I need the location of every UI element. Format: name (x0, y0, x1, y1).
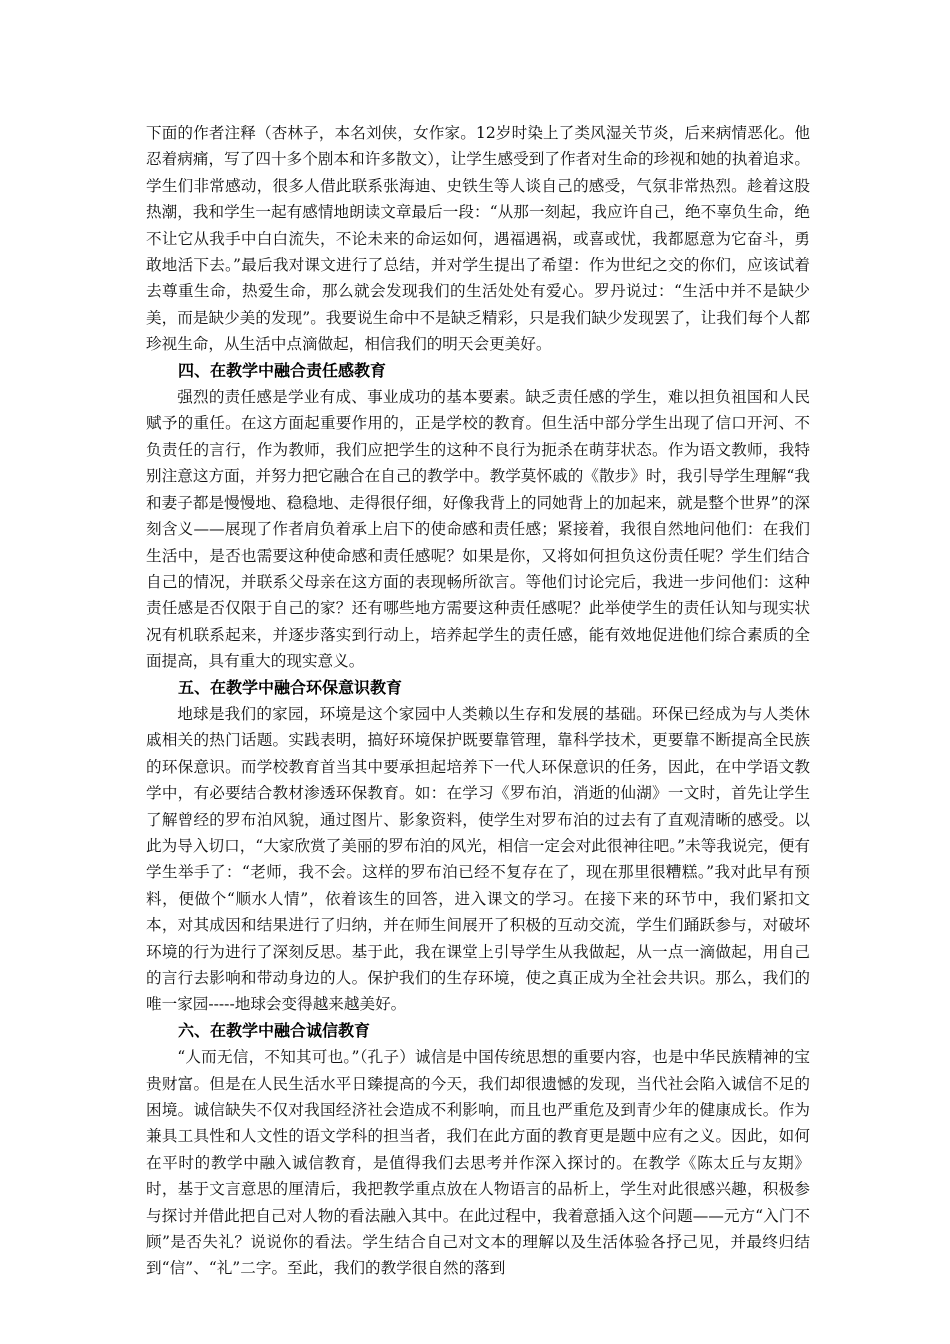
section-body-integrity: “人而无信，不知其可也。”（孔子）诚信是中国传统思想的重要内容，也是中华民族精神的宝贵财富。但是在人民生活水平日臻提高的今天，我们却很遗憾的发现，当代社会陷入诚信不足的困境。诚信缺失不仅对我国经济社会造成不利影响，而且也严重危及到青少年的健康成长。作为兼具工具性和人文性的语文学科的担当者，我们在此方面的教育更是题中应有之义。因此，如何在平时的教学中融入诚信教育，是值得我们去思考并作深入探讨的。在教学《陈太丘与友期》时，基于文言意思的厘清后，我把教学重点放在人物语言的品析上，学生对此很感兴趣，积极参与探讨并借此把自己对人物的看法融入其中。在此过程中，我着意插入这个问题——元方“入门不顾”是否失礼？说说你的看法。学生结合自己对文本的理解以及生活体验各抒己见，并最终归结到“信”、“礼”二字。至此，我们的教学很自然的落到 (146, 1048, 810, 1278)
section-heading-environment: 五、在教学中融合环保意识教育 (178, 677, 403, 697)
section-body-responsibility: 强烈的责任感是学业有成、事业成功的基本要素。缺乏责任感的学生，难以担负祖国和人民赋予的重任。在这方面起重要作用的，正是学校的教育。但生活中部分学生出现了信口开河、不负责任的言行，作为教师，我们应把学生的这种不良行为扼杀在萌芽状态。作为语文教师，我特别注意这方面，并努力把它融合在自己的教学中。教学莫怀戚的《散步》时，我引导学生理解“我和妻子都是慢慢地、稳稳地、走得很仔细，好像我背上的同她背上的加起来，就是整个世界”的深刻含义——展现了作者肩负着承上启下的使命感和责任感；紧接着，我很自然地问他们：在我们生活中，是否也需要这种使命感和责任感呢？如果是你，又将如何担负这份责任呢？学生们结合自己的情况，并联系父母亲在这方面的表现畅所欲言。等他们讨论完后，我进一步问他们：这种责任感是否仅限于自己的家？还有哪些地方需要这种责任感呢？此举使学生的责任认知与现实状况有机联系起来，并逐步落实到行动上，培养起学生的责任感，能有效地促进他们综合素质的全面提高，具有重大的现实意义。 (146, 388, 810, 671)
intro-paragraph: 下面的作者注释（杏林子，本名刘侠，女作家。12岁时染上了类风湿关节炎，后来病情恶化。他忍着病痛，写了四十多个剧本和许多散文），让学生感受到了作者对生命的珍视和她的执着追求。学生们非常感动，很多人借此联系张海迪、史铁生等人谈自己的感受，气氛非常热烈。趁着这股热潮，我和学生一起有感情地朗读文章最后一段：“从那一刻起，我应许自己，绝不辜负生命，绝不让它从我手中白白流失，不论未来的命运如何，遇福遇祸，或喜或忧，我都愿意为它奋斗，勇敢地活下去。”最后我对课文进行了总结，并对学生提出了希望：作为世纪之交的你们，应该试着去尊重生命，热爱生命，那么就会发现我们的生活处处有爱心。罗丹说过：“生活中并不是缺少美，而是缺少美的发现”。我要说生命中不是缺乏精彩，只是我们缺少发现罢了，让我们每个人都珍视生命，从生活中点滴做起，相信我们的明天会更美好。 (146, 124, 810, 354)
section-heading-responsibility: 四、在教学中融合责任感教育 (178, 360, 387, 380)
section-body-environment: 地球是我们的家园，环境是这个家园中人类赖以生存和发展的基础。环保已经成为与人类休戚相关的热门话题。实践表明，搞好环境保护既要靠管理，靠科学技术，更要靠不断提高全民族的环保意识。而学校教育首当其中要承担起培养下一代人环保意识的任务，因此，在中学语文教学中，有必要结合教材渗透环保教育。如：在学习《罗布泊，消逝的仙湖》一文时，首先让学生了解曾经的罗布泊风貌，通过图片、影象资料，使学生对罗布泊的过去有了直观清晰的感受。以此为导入切口，“大家欣赏了美丽的罗布泊的风光，相信一定会对此很神往吧。”未等我说完，便有学生举手了：“老师，我不会。这样的罗布泊已经不复存在了，现在那里很糟糕。”我对此早有预料，便做个“顺水人情”，依着该生的回答，进入课文的学习。在接下来的环节中，我们紧扣文本，对其成因和结果进行了归纳，并在师生间展开了积极的互动交流，学生们踊跃参与，对破坏环境的行为进行了深刻反思。基于此，我在课堂上引导学生从我做起，从一点一滴做起，用自己的言行去影响和带动身边的人。保护我们的生存环境，使之真正成为全社会共识。那么，我们的唯一家园-----地球会变得越来越美好。 (146, 704, 810, 1014)
section-heading-integrity: 六、在教学中融合诚信教育 (178, 1020, 371, 1040)
document-page (146, 120, 810, 1282)
